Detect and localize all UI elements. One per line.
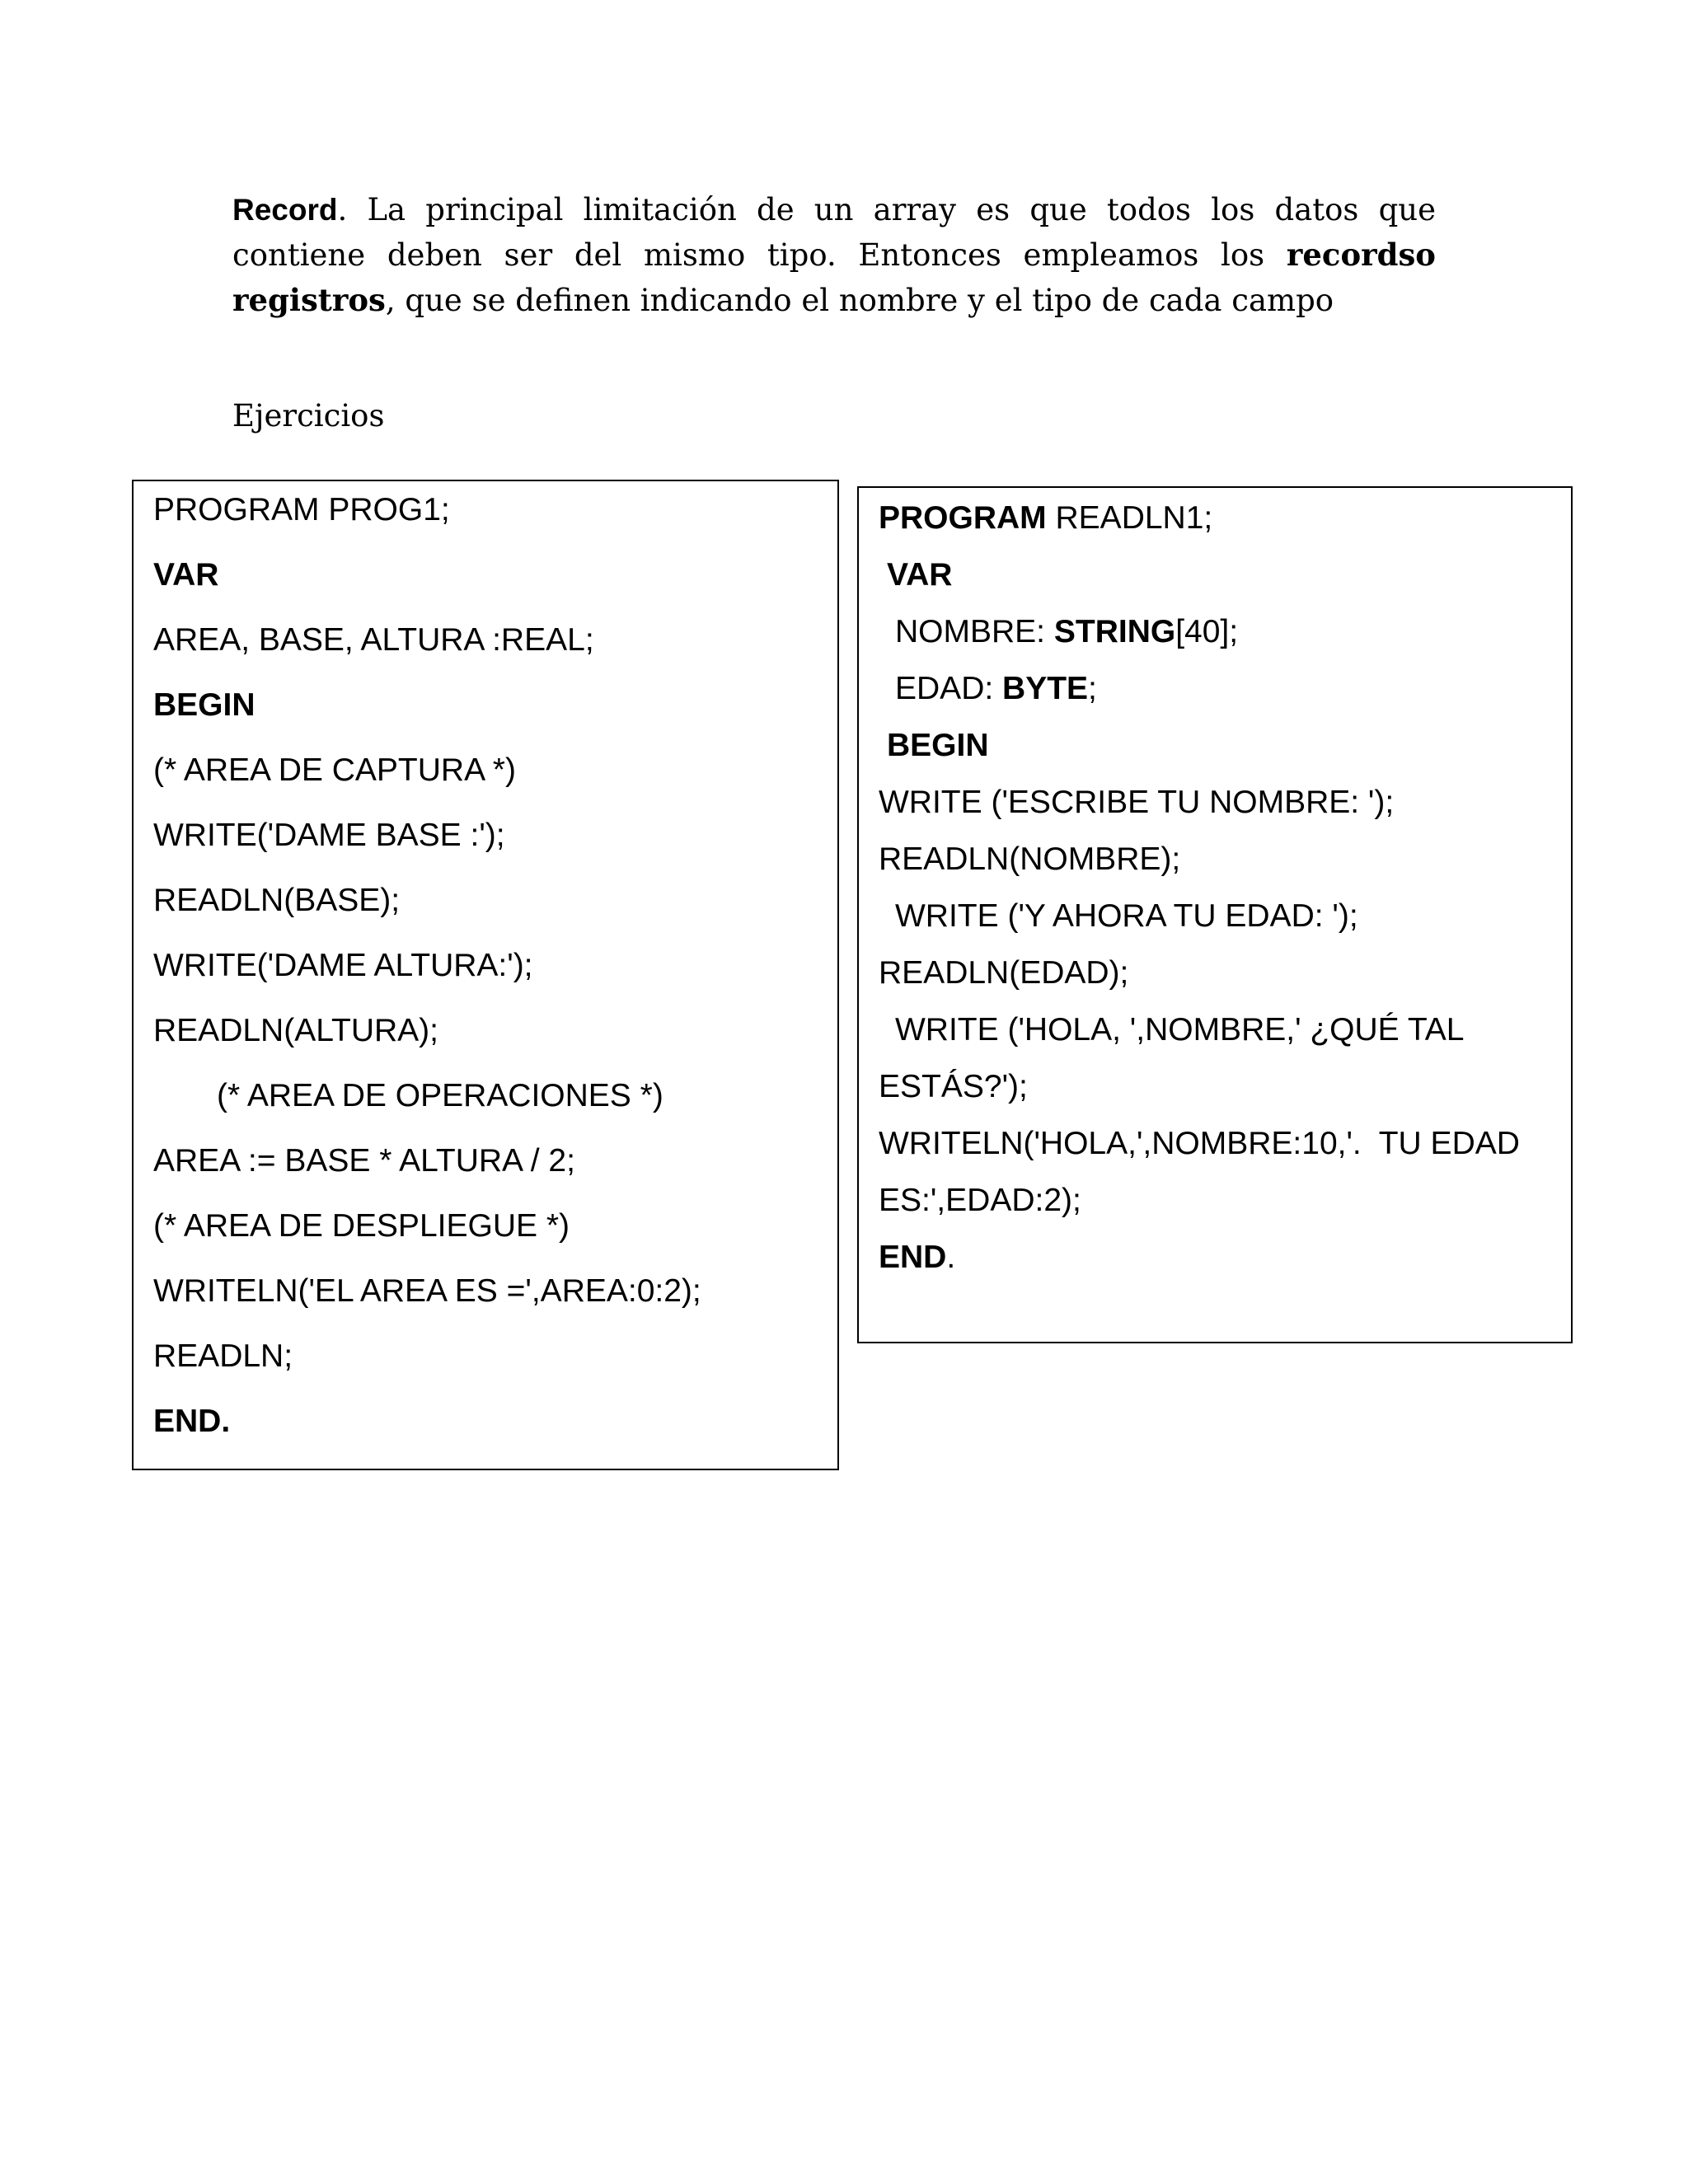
record-term: Record [232,193,338,227]
code-line [879,668,1571,725]
code-line: WRITELN('EL AREA ES =',AREA:0:2); [153,1273,701,1309]
code-line: WRITE ('HOLA, ',NOMBRE,' ¿QUÉ TAL [895,1012,1465,1047]
intro-paragraph [232,188,1436,323]
code-text: NOMBRE: [895,614,1054,649]
code-line: ESTÁS?'); [879,1069,1028,1104]
code-line [879,1237,1571,1294]
code-line: READLN; [153,1338,293,1374]
intro-text-2: , que se definen indicando el nombre y el tipo de cada campo [385,283,1334,318]
registros-term: recordso registros [232,237,1436,318]
code-text: EDAD: [895,671,1003,706]
code-line: READLN(ALTURA); [153,1013,438,1048]
code-text: [40]; [1175,614,1239,649]
code-line: READLN(BASE); [153,883,401,918]
code-line: VAR [153,557,219,593]
code-text: ; [1088,671,1097,706]
code-line: WRITE('DAME BASE :'); [153,818,505,853]
code-text: READLN1; [1046,500,1213,536]
code-line: PROGRAM PROG1; [153,492,450,527]
code-line: VAR [887,557,953,593]
code-line: WRITELN('HOLA,',NOMBRE:10,'. TU EDAD [879,1126,1520,1161]
keyword: END [879,1240,947,1275]
keyword: STRING [1053,614,1176,649]
code-line: (* AREA DE DESPLIEGUE *) [153,1208,570,1244]
code-line [879,612,1571,668]
code-line: (* AREA DE CAPTURA *) [153,752,516,788]
code-line: AREA, BASE, ALTURA :REAL; [153,622,594,658]
code-line [879,498,1571,555]
code-line: END. [153,1404,231,1439]
intro-text-1: . La principal limitación de un array es que todos los datos que contiene deben ser del mismo tipo. Entonces empleamos los [232,192,1436,273]
program-prog1-box [132,480,839,1470]
code-line: BEGIN [887,728,989,763]
code-text: . [946,1240,956,1275]
code-line: WRITE('DAME ALTURA:'); [153,948,533,983]
program-readln1-box [857,486,1573,1343]
keyword: PROGRAM [879,500,1047,536]
code-line: READLN(EDAD); [879,955,1129,991]
code-line: WRITE ('ESCRIBE TU NOMBRE: '); [879,785,1395,820]
code-line: WRITE ('Y AHORA TU EDAD: '); [895,898,1358,934]
code-line: (* AREA DE OPERACIONES *) [217,1078,663,1113]
code-line: READLN(NOMBRE); [879,841,1181,877]
keyword: BYTE [1002,671,1089,706]
code-line: ES:',EDAD:2); [879,1183,1081,1218]
code-line: BEGIN [153,687,256,723]
exercises-heading: Ejercicios [232,398,385,434]
code-line: AREA := BASE * ALTURA / 2; [153,1143,575,1179]
